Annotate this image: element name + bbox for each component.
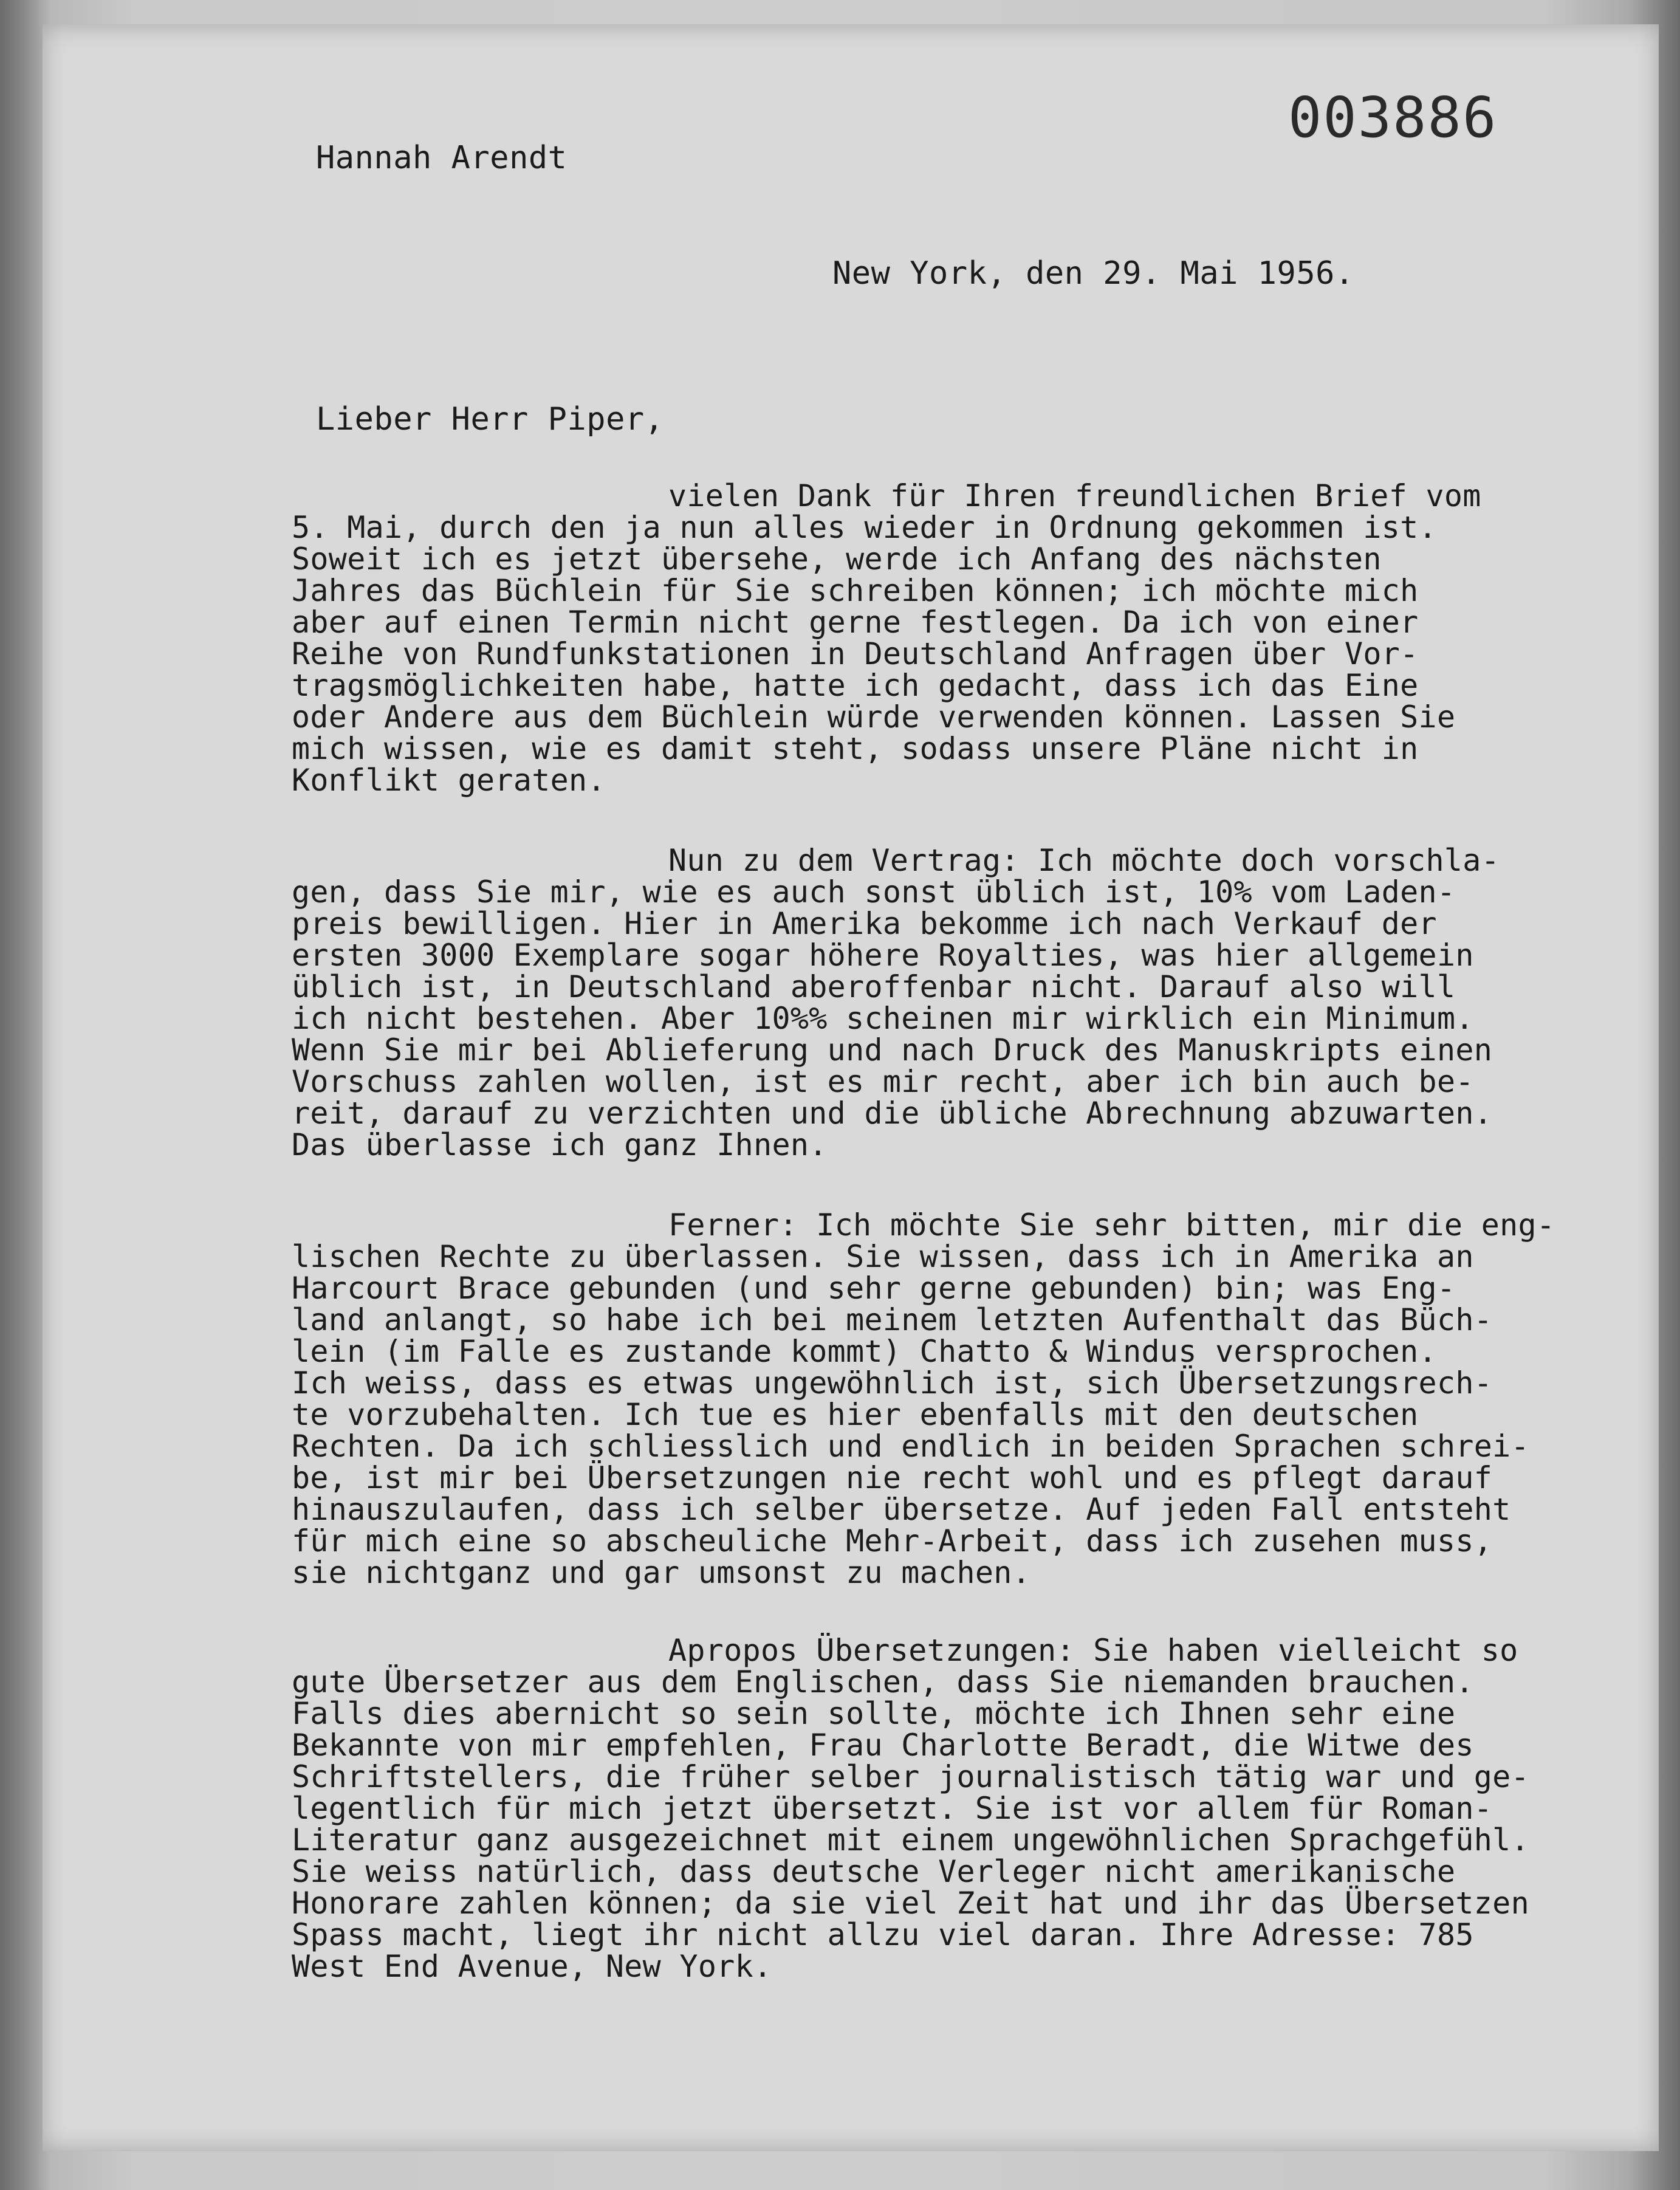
- text-line: Ich weiss, dass es etwas ungewöhnlich ist, sich Übersetzungsrech-: [292, 1365, 1493, 1401]
- text-line: West End Avenue, New York.: [292, 1949, 772, 1984]
- text-line: Apropos Übersetzungen: Sie haben vielleicht so: [668, 1633, 1518, 1668]
- text-line: tragsmöglichkeiten habe, hatte ich gedacht, dass ich das Eine: [292, 668, 1419, 703]
- text-line: gute Übersetzer aus dem Englischen, dass Sie niemanden brauchen.: [292, 1664, 1474, 1700]
- paragraph-3: [292, 1207, 1555, 1590]
- text-line: hinauszulaufen, dass ich selber übersetze. Auf jeden Fall entsteht: [292, 1492, 1511, 1527]
- text-line: sie nichtganz und gar umsonst zu machen.: [292, 1555, 1031, 1590]
- text-line: Rechten. Da ich schliesslich und endlich in beiden Sprachen schrei-: [292, 1429, 1529, 1464]
- text-line: Literatur ganz ausgezeichnet mit einem ungewöhnlichen Sprachgefühl.: [292, 1822, 1529, 1858]
- text-line: lischen Rechte zu überlassen. Sie wissen, dass ich in Amerika an: [292, 1239, 1474, 1274]
- text-line: üblich ist, in Deutschland aberoffenbar nicht. Darauf also will: [292, 969, 1456, 1004]
- text-line: land anlangt, so habe ich bei meinem letzten Aufenthalt das Büch-: [292, 1302, 1493, 1337]
- text-line: vielen Dank für Ihren freundlichen Brief vom: [668, 478, 1481, 513]
- text-line: Honorare zahlen können; da sie viel Zeit hat und ihr das Übersetzen: [292, 1886, 1529, 1921]
- date-line: New York, den 29. Mai 1956.: [832, 255, 1354, 292]
- text-line: Nun zu dem Vertrag: Ich möchte doch vorschla-: [668, 843, 1500, 878]
- text-line: lein (im Falle es zustande kommt) Chatto & Windus versprochen.: [292, 1334, 1437, 1369]
- text-line: für mich eine so abscheuliche Mehr-Arbeit, dass ich zusehen muss,: [292, 1523, 1493, 1559]
- text-line: te vorzubehalten. Ich tue es hier ebenfalls mit den deutschen: [292, 1397, 1419, 1432]
- salutation: Lieber Herr Piper,: [316, 401, 664, 438]
- archive-stamp-number: 003886: [1288, 85, 1498, 150]
- text-line: Harcourt Brace gebunden (und sehr gerne gebunden) bin; was Eng-: [292, 1271, 1456, 1306]
- text-line: Spass macht, liegt ihr nicht allzu viel daran. Ihre Adresse: 785: [292, 1917, 1474, 1952]
- text-line: Konflikt geraten.: [292, 763, 606, 798]
- text-line: Soweit ich es jetzt übersehe, werde ich Anfang des nächsten: [292, 541, 1382, 577]
- text-line: Reihe von Rundfunkstationen in Deutschland Anfragen über Vor-: [292, 636, 1419, 671]
- text-line: ich nicht bestehen. Aber 10%% scheinen mir wirklich ein Minimum.: [292, 1001, 1474, 1036]
- text-line: Vorschuss zahlen wollen, ist es mir recht, aber ich bin auch be-: [292, 1064, 1474, 1099]
- paragraph-4: [292, 1633, 1529, 1984]
- text-line: Ferner: Ich möchte Sie sehr bitten, mir die eng-: [668, 1207, 1555, 1243]
- paragraph-1: [292, 480, 1495, 796]
- text-line: Sie weiss natürlich, dass deutsche Verleger nicht amerikanische: [292, 1854, 1456, 1889]
- text-line: Wenn Sie mir bei Ablieferung und nach Druck des Manuskripts einen: [292, 1032, 1493, 1068]
- text-line: Schriftstellers, die früher selber journalistisch tätig war und ge-: [292, 1759, 1529, 1794]
- text-line: Das überlasse ich ganz Ihnen.: [292, 1127, 828, 1162]
- text-line: Falls dies abernicht so sein sollte, möchte ich Ihnen sehr eine: [292, 1696, 1456, 1731]
- text-line: mich wissen, wie es damit steht, sodass unsere Pläne nicht in: [292, 731, 1419, 766]
- text-line: legentlich für mich jetzt übersetzt. Sie ist vor allem für Roman-: [292, 1791, 1493, 1826]
- text-line: Bekannte von mir empfehlen, Frau Charlotte Beradt, die Witwe des: [292, 1728, 1474, 1763]
- text-line: be, ist mir bei Übersetzungen nie recht wohl und es pflegt darauf: [292, 1460, 1493, 1495]
- text-line: aber auf einen Termin nicht gerne festlegen. Da ich von einer: [292, 605, 1419, 640]
- text-line: gen, dass Sie mir, wie es auch sonst üblich ist, 10% vom Laden-: [292, 874, 1456, 910]
- text-line: preis bewilligen. Hier in Amerika bekomme ich nach Verkauf der: [292, 906, 1437, 941]
- text-line: Jahres das Büchlein für Sie schreiben können; ich möchte mich: [292, 573, 1419, 608]
- text-line: oder Andere aus dem Büchlein würde verwenden können. Lassen Sie: [292, 699, 1456, 735]
- sender-name: Hannah Arendt: [316, 140, 567, 176]
- text-line: ersten 3000 Exemplare sogar höhere Royalties, was hier allgemein: [292, 938, 1474, 973]
- text-line: reit, darauf zu verzichten und die übliche Abrechnung abzuwarten.: [292, 1096, 1493, 1131]
- paragraph-2: [292, 843, 1500, 1162]
- text-line: 5. Mai, durch den ja nun alles wieder in Ordnung gekommen ist.: [292, 510, 1437, 545]
